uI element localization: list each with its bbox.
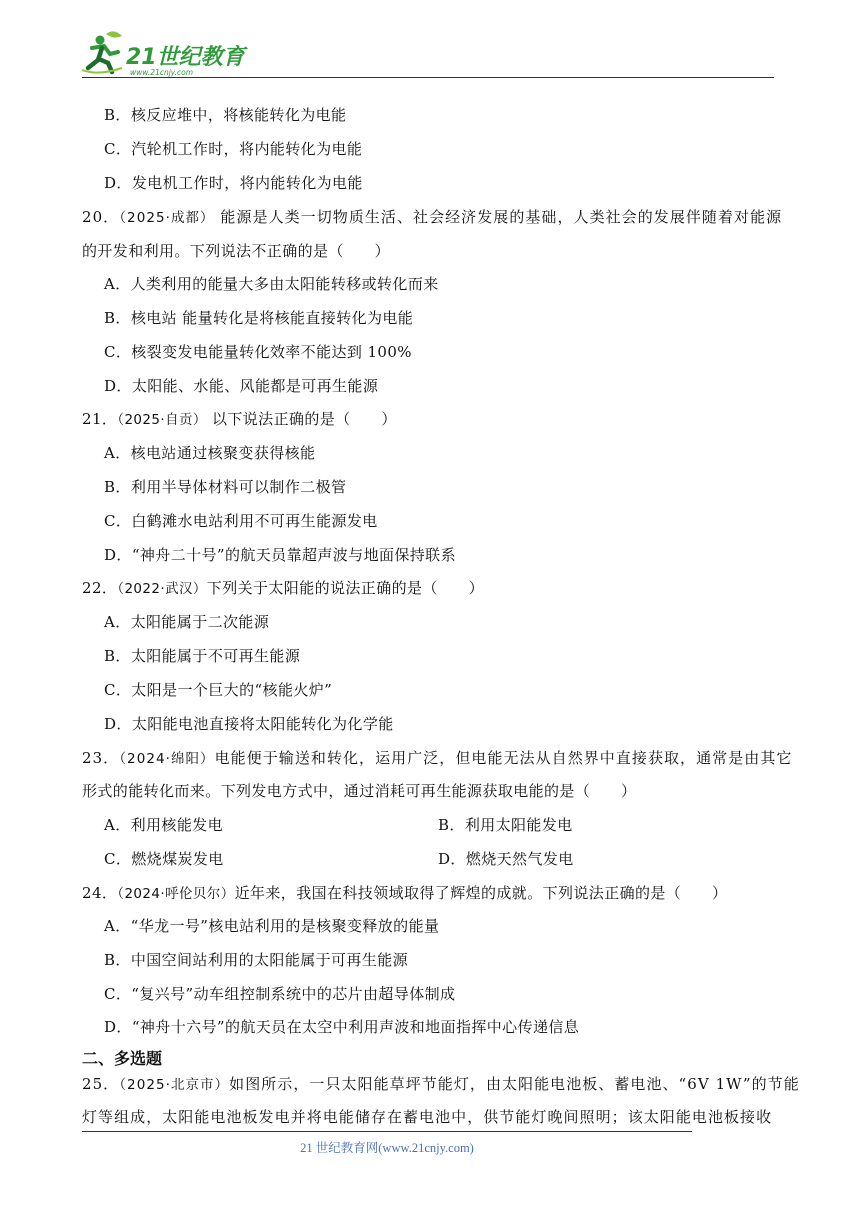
logo-url-text: www.21cnjy.com	[130, 68, 194, 77]
site-logo[interactable]	[78, 30, 248, 80]
q20-source: （2025·成都）	[119, 210, 215, 226]
q20-number: 20．	[82, 208, 120, 226]
header-divider	[82, 77, 774, 78]
runner-logo-icon	[78, 30, 248, 80]
q22-stem-line1	[82, 578, 484, 599]
q22-number: 22．	[82, 579, 118, 597]
q20-option-a: A．人类利用的能量大多由太阳能转移或转化而来	[104, 275, 439, 293]
q24-source: （2024·呼伦贝尔）	[117, 886, 235, 902]
q21-stem-line1	[82, 409, 397, 430]
q25-source: （2025·北京市）	[119, 1077, 230, 1093]
q24-number: 24．	[82, 884, 118, 902]
q23-option-b: B．利用太阳能发电	[438, 816, 573, 834]
q22-option-a: A．太阳能属于二次能源	[104, 613, 270, 631]
q23-option-d: D．燃烧天然气发电	[438, 850, 574, 868]
q19-option-b: B．核反应堆中，将核能转化为电能	[104, 106, 347, 124]
q24-option-d: D．“神舟十六号”的航天员在太空中利用声波和地面指挥中心传递信息	[104, 1018, 580, 1036]
q21-source: （2025·自贡）	[117, 412, 207, 428]
q20-option-c: C．核裂变发电能量转化效率不能达到 100%	[104, 343, 412, 361]
q23-option-a: A．利用核能发电	[104, 816, 224, 834]
q23-stem-line2: 形式的能转化而来。下列发电方式中，通过消耗可再生能源获取电能的是（ ）	[82, 782, 637, 800]
q25-stem-line2: 灯等组成，太阳能电池板发电并将电能储存在蓄电池中，供节能灯晚间照明；该太阳能电池板接收	[82, 1108, 773, 1126]
q24-option-a: A．“华龙一号”核电站利用的是核聚变释放的能量	[104, 917, 440, 935]
q22-source: （2022·武汉）	[117, 581, 207, 597]
footer-link[interactable]: 21 世纪教育网(www.21cnjy.com)	[300, 1141, 474, 1155]
q23-stem-line1	[82, 748, 792, 769]
q25-stem-line1	[82, 1074, 800, 1095]
q24-option-b: B．中国空间站利用的太阳能属于可再生能源	[104, 951, 409, 969]
q20-stem-line2: 的开发和利用。下列说法不正确的是（ ）	[82, 242, 391, 260]
q24-stem1: 近年来，我国在科技领域取得了辉煌的成就。下列说法正确的是（ ）	[234, 884, 728, 902]
logo-text: 21世纪教育	[126, 45, 245, 70]
q21-number: 21．	[82, 410, 118, 428]
q21-option-a: A．核电站通过核聚变获得核能	[104, 444, 316, 462]
q21-option-c: C．白鹤滩水电站利用不可再生能源发电	[104, 512, 378, 530]
q20-stem1: 能源是人类一切物质生活、社会经济发展的基础，人类社会的发展伴随着对能源	[214, 208, 783, 226]
q22-option-c: C．太阳是一个巨大的“核能火炉”	[104, 681, 333, 699]
q19-option-c: C．汽轮机工作时，将内能转化为电能	[104, 140, 363, 158]
q23-source: （2024·绵阳）	[119, 751, 215, 767]
q21-stem1: 以下说法正确的是（ ）	[206, 410, 397, 428]
q23-number: 23．	[82, 749, 120, 767]
q22-option-d: D．太阳能电池直接将太阳能转化为化学能	[104, 715, 394, 733]
q22-option-b: B．太阳能属于不可再生能源	[104, 647, 301, 665]
footer-divider	[82, 1131, 692, 1132]
q20-option-d: D．太阳能、水能、风能都是可再生能源	[104, 377, 379, 395]
q19-option-d: D．发电机工作时，将内能转化为电能	[104, 174, 363, 192]
q21-option-d: D．“神舟二十号”的航天员靠超声波与地面保持联系	[104, 546, 456, 564]
q20-stem-line1	[82, 207, 782, 228]
q21-option-b: B．利用半导体材料可以制作二极管	[104, 478, 347, 496]
q25-number: 25．	[82, 1075, 120, 1093]
q25-stem1: 如图所示，一只太阳能草坪节能灯，由太阳能电池板、蓄电池、“6V 1W”的节能	[229, 1075, 800, 1093]
q20-option-b: B．核电站 能量转化是将核能直接转化为电能	[104, 309, 414, 327]
q24-option-c: C．“复兴号”动车组控制系统中的芯片由超导体制成	[104, 985, 456, 1003]
q23-stem1: 电能便于输送和转化，运用广泛，但电能无法从自然界中直接获取，通常是由其它	[214, 749, 793, 767]
q23-option-c: C．燃烧煤炭发电	[104, 850, 224, 868]
q22-stem1: 下列关于太阳能的说法正确的是（ ）	[206, 579, 484, 597]
section-heading-multi-choice: 二、多选题	[82, 1049, 163, 1068]
q24-stem-line1	[82, 883, 727, 904]
